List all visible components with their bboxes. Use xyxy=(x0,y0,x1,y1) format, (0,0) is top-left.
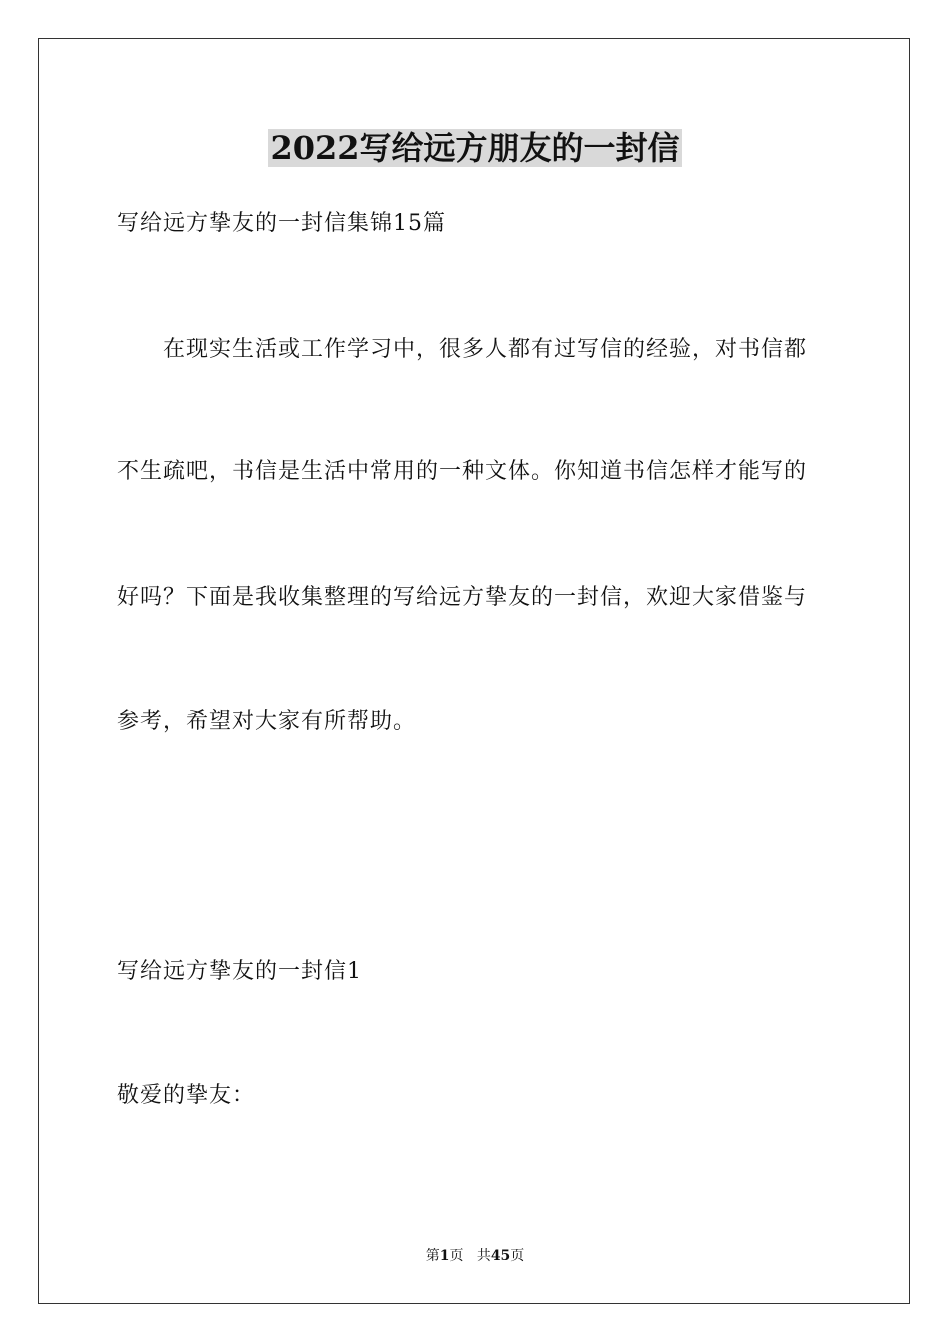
section-heading: 写给远方挚友的一封信1 xyxy=(117,959,362,984)
footer-page-prefix: 第 xyxy=(425,1248,440,1264)
intro-paragraph-line: 好吗？下面是我收集整理的写给远方挚友的一封信，欢迎大家借鉴与 xyxy=(117,585,808,610)
document-title xyxy=(0,128,950,168)
footer-total-pages: 45 xyxy=(490,1248,511,1264)
intro-paragraph-line: 参考，希望对大家有所帮助。 xyxy=(117,709,417,734)
footer-total-prefix: 共 xyxy=(476,1248,491,1264)
footer-total-suffix: 页 xyxy=(510,1248,525,1264)
document-title-text: 2022写给远方朋友的一封信 xyxy=(270,129,680,167)
document-subtitle: 写给远方挚友的一封信集锦15篇 xyxy=(117,211,446,236)
page-footer xyxy=(0,1247,950,1265)
salutation: 敬爱的挚友： xyxy=(117,1083,256,1108)
footer-page-number: 1 xyxy=(439,1248,450,1264)
intro-paragraph-line: 在现实生活或工作学习中，很多人都有过写信的经验，对书信都 xyxy=(163,337,808,362)
footer-page-suffix: 页 xyxy=(449,1248,464,1264)
intro-paragraph-line: 不生疏吧，书信是生活中常用的一种文体。你知道书信怎样才能写的 xyxy=(117,459,808,484)
